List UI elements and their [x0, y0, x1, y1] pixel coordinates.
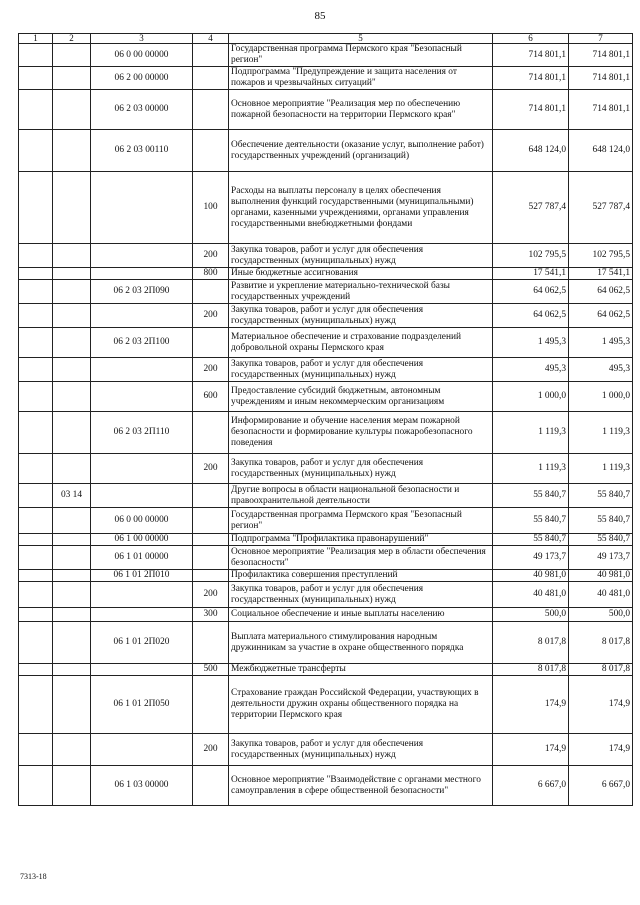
expense-type-cell [193, 484, 229, 508]
section-cell [53, 608, 91, 622]
table-row [19, 582, 633, 608]
table-row [19, 508, 633, 534]
ministry-cell [19, 676, 53, 734]
expense-type-cell: 200 [193, 304, 229, 328]
target-article-cell [91, 734, 193, 766]
section-cell [53, 570, 91, 582]
column-header: 7 [569, 34, 633, 44]
amount-year-2-cell: 17 541,1 [569, 268, 633, 280]
amount-year-2-cell: 174,9 [569, 734, 633, 766]
amount-year-1-cell: 55 840,7 [493, 508, 569, 534]
target-article-cell: 06 0 00 00000 [91, 508, 193, 534]
amount-year-1-cell: 40 481,0 [493, 582, 569, 608]
amount-year-2-cell: 527 787,4 [569, 172, 633, 244]
amount-year-2-cell: 714 801,1 [569, 44, 633, 67]
table-row [19, 382, 633, 412]
name-cell: Другие вопросы в области национальной безопасности и правоохранительной деятельности [229, 484, 493, 508]
section-cell [53, 582, 91, 608]
expense-type-cell [193, 67, 229, 90]
target-article-cell: 06 0 00 00000 [91, 44, 193, 67]
ministry-cell [19, 328, 53, 358]
table-row [19, 534, 633, 546]
table-row [19, 546, 633, 570]
name-cell: Основное мероприятие "Реализация мер в области обеспечения безопасности" [229, 546, 493, 570]
amount-year-2-cell: 1 119,3 [569, 454, 633, 484]
amount-year-2-cell: 55 840,7 [569, 484, 633, 508]
expense-type-cell [193, 280, 229, 304]
name-cell: Обеспечение деятельности (оказание услуг, выполнение работ) государственных учреждений (организаций) [229, 130, 493, 172]
amount-year-1-cell: 40 981,0 [493, 570, 569, 582]
name-cell: Социальное обеспечение и иные выплаты населению [229, 608, 493, 622]
amount-year-2-cell: 714 801,1 [569, 90, 633, 130]
target-article-cell: 06 2 03 2П110 [91, 412, 193, 454]
amount-year-1-cell: 527 787,4 [493, 172, 569, 244]
section-cell [53, 280, 91, 304]
section-cell [53, 44, 91, 67]
amount-year-2-cell: 40 481,0 [569, 582, 633, 608]
ministry-cell [19, 304, 53, 328]
table-row [19, 454, 633, 484]
amount-year-1-cell: 55 840,7 [493, 534, 569, 546]
ministry-cell [19, 664, 53, 676]
section-cell [53, 268, 91, 280]
expense-type-cell: 600 [193, 382, 229, 412]
ministry-cell [19, 454, 53, 484]
table-row [19, 622, 633, 664]
target-article-cell [91, 358, 193, 382]
section-cell [53, 508, 91, 534]
table-row [19, 244, 633, 268]
amount-year-2-cell: 1 000,0 [569, 382, 633, 412]
table-row [19, 90, 633, 130]
ministry-cell [19, 734, 53, 766]
table-row [19, 412, 633, 454]
amount-year-2-cell: 55 840,7 [569, 508, 633, 534]
amount-year-1-cell: 1 000,0 [493, 382, 569, 412]
amount-year-2-cell: 40 981,0 [569, 570, 633, 582]
amount-year-2-cell: 174,9 [569, 676, 633, 734]
name-cell: Закупка товаров, работ и услуг для обеспечения государственных (муниципальных) нужд [229, 734, 493, 766]
name-cell: Иные бюджетные ассигнования [229, 268, 493, 280]
page-number: 85 [314, 10, 326, 22]
target-article-cell [91, 244, 193, 268]
expense-type-cell: 200 [193, 582, 229, 608]
amount-year-1-cell: 714 801,1 [493, 44, 569, 67]
expense-type-cell [193, 412, 229, 454]
amount-year-1-cell: 64 062,5 [493, 280, 569, 304]
name-cell: Государственная программа Пермского края "Безопасный регион" [229, 44, 493, 67]
target-article-cell: 06 2 03 00110 [91, 130, 193, 172]
column-header: 4 [193, 34, 229, 44]
table-row [19, 664, 633, 676]
target-article-cell [91, 582, 193, 608]
ministry-cell [19, 44, 53, 67]
ministry-cell [19, 90, 53, 130]
target-article-cell: 06 1 01 2П020 [91, 622, 193, 664]
name-cell: Информирование и обучение населения мерам пожарной безопасности и формирование культуры пожаробезопасного поведения [229, 412, 493, 454]
table-row [19, 44, 633, 67]
target-article-cell [91, 608, 193, 622]
section-cell [53, 382, 91, 412]
ministry-cell [19, 546, 53, 570]
amount-year-1-cell: 495,3 [493, 358, 569, 382]
section-cell [53, 454, 91, 484]
amount-year-1-cell: 102 795,5 [493, 244, 569, 268]
name-cell: Основное мероприятие "Взаимодействие с органами местного самоуправления в сфере общественной безопасности" [229, 766, 493, 806]
name-cell: Предоставление субсидий бюджетным, автономным учреждениям и иным некоммерческим организациям [229, 382, 493, 412]
column-header: 6 [493, 34, 569, 44]
amount-year-2-cell: 1 495,3 [569, 328, 633, 358]
amount-year-2-cell: 8 017,8 [569, 622, 633, 664]
table-row [19, 130, 633, 172]
amount-year-2-cell: 714 801,1 [569, 67, 633, 90]
amount-year-2-cell: 102 795,5 [569, 244, 633, 268]
expense-type-cell [193, 534, 229, 546]
name-cell: Выплата материального стимулирования народным дружинникам за участие в охране общественного порядка [229, 622, 493, 664]
ministry-cell [19, 608, 53, 622]
target-article-cell [91, 268, 193, 280]
amount-year-1-cell: 8 017,8 [493, 664, 569, 676]
table-body [19, 44, 633, 806]
name-cell: Закупка товаров, работ и услуг для обеспечения государственных (муниципальных) нужд [229, 244, 493, 268]
amount-year-2-cell: 64 062,5 [569, 304, 633, 328]
amount-year-1-cell: 174,9 [493, 734, 569, 766]
amount-year-1-cell: 55 840,7 [493, 484, 569, 508]
expense-type-cell [193, 328, 229, 358]
expense-type-cell: 200 [193, 454, 229, 484]
ministry-cell [19, 280, 53, 304]
name-cell: Подпрограмма "Профилактика правонарушений" [229, 534, 493, 546]
amount-year-1-cell: 64 062,5 [493, 304, 569, 328]
section-cell [53, 676, 91, 734]
table-row [19, 676, 633, 734]
name-cell: Закупка товаров, работ и услуг для обеспечения государственных (муниципальных) нужд [229, 582, 493, 608]
expense-type-cell [193, 676, 229, 734]
name-cell: Расходы на выплаты персоналу в целях обеспечения выполнения функций государственными (муниципальными) органами, казенными учреждениями, органами управления государственными внебюджетными фондами [229, 172, 493, 244]
expense-type-cell: 100 [193, 172, 229, 244]
name-cell: Закупка товаров, работ и услуг для обеспечения государственных (муниципальных) нужд [229, 454, 493, 484]
expense-type-cell [193, 130, 229, 172]
target-article-cell: 06 2 03 00000 [91, 90, 193, 130]
section-cell [53, 172, 91, 244]
expense-type-cell: 800 [193, 268, 229, 280]
ministry-cell [19, 67, 53, 90]
section-cell [53, 664, 91, 676]
budget-table [18, 33, 633, 806]
ministry-cell [19, 766, 53, 806]
target-article-cell: 06 1 01 00000 [91, 546, 193, 570]
amount-year-2-cell: 64 062,5 [569, 280, 633, 304]
amount-year-1-cell: 500,0 [493, 608, 569, 622]
section-cell [53, 304, 91, 328]
column-header: 3 [91, 34, 193, 44]
section-cell [53, 90, 91, 130]
target-article-cell [91, 664, 193, 676]
target-article-cell: 06 1 00 00000 [91, 534, 193, 546]
table-row [19, 328, 633, 358]
footer-code: 7313-18 [20, 872, 47, 881]
target-article-cell [91, 172, 193, 244]
table-row [19, 570, 633, 582]
ministry-cell [19, 582, 53, 608]
section-cell [53, 546, 91, 570]
expense-type-cell [193, 570, 229, 582]
amount-year-1-cell: 714 801,1 [493, 67, 569, 90]
name-cell: Основное мероприятие "Реализация мер по обеспечению пожарной безопасности на территории Пермского края" [229, 90, 493, 130]
section-cell [53, 622, 91, 664]
section-cell [53, 67, 91, 90]
table-row [19, 484, 633, 508]
expense-type-cell: 300 [193, 608, 229, 622]
section-cell: 03 14 [53, 484, 91, 508]
target-article-cell: 06 1 01 2П050 [91, 676, 193, 734]
expense-type-cell [193, 508, 229, 534]
ministry-cell [19, 244, 53, 268]
expense-type-cell: 200 [193, 358, 229, 382]
amount-year-2-cell: 6 667,0 [569, 766, 633, 806]
target-article-cell: 06 1 03 00000 [91, 766, 193, 806]
amount-year-1-cell: 17 541,1 [493, 268, 569, 280]
amount-year-1-cell: 714 801,1 [493, 90, 569, 130]
amount-year-2-cell: 500,0 [569, 608, 633, 622]
ministry-cell [19, 268, 53, 280]
table-row [19, 304, 633, 328]
expense-type-cell [193, 44, 229, 67]
expense-type-cell: 200 [193, 734, 229, 766]
name-cell: Государственная программа Пермского края "Безопасный регион" [229, 508, 493, 534]
section-cell [53, 766, 91, 806]
ministry-cell [19, 534, 53, 546]
expense-type-cell: 500 [193, 664, 229, 676]
amount-year-2-cell: 495,3 [569, 358, 633, 382]
expense-type-cell: 200 [193, 244, 229, 268]
ministry-cell [19, 358, 53, 382]
name-cell: Страхование граждан Российской Федерации, участвующих в деятельности дружин охраны общественного порядка на территории Пермского края [229, 676, 493, 734]
ministry-cell [19, 172, 53, 244]
target-article-cell [91, 304, 193, 328]
section-cell [53, 534, 91, 546]
expense-type-cell [193, 622, 229, 664]
table-row [19, 608, 633, 622]
target-article-cell [91, 484, 193, 508]
amount-year-2-cell: 648 124,0 [569, 130, 633, 172]
expense-type-cell [193, 546, 229, 570]
target-article-cell [91, 382, 193, 412]
name-cell: Профилактика совершения преступлений [229, 570, 493, 582]
table-row [19, 268, 633, 280]
section-cell [53, 358, 91, 382]
amount-year-1-cell: 1 119,3 [493, 412, 569, 454]
amount-year-2-cell: 8 017,8 [569, 664, 633, 676]
table-row [19, 734, 633, 766]
expense-type-cell [193, 90, 229, 130]
table-row [19, 766, 633, 806]
column-header: 5 [229, 34, 493, 44]
name-cell: Развитие и укрепление материально-технической базы государственных учреждений [229, 280, 493, 304]
section-cell [53, 244, 91, 268]
amount-year-2-cell: 1 119,3 [569, 412, 633, 454]
amount-year-1-cell: 8 017,8 [493, 622, 569, 664]
target-article-cell [91, 454, 193, 484]
table-row [19, 280, 633, 304]
section-cell [53, 130, 91, 172]
target-article-cell: 06 1 01 2П010 [91, 570, 193, 582]
name-cell: Закупка товаров, работ и услуг для обеспечения государственных (муниципальных) нужд [229, 304, 493, 328]
ministry-cell [19, 130, 53, 172]
name-cell: Материальное обеспечение и страхование подразделений добровольной охраны Пермского края [229, 328, 493, 358]
table-row [19, 358, 633, 382]
name-cell: Закупка товаров, работ и услуг для обеспечения государственных (муниципальных) нужд [229, 358, 493, 382]
section-cell [53, 734, 91, 766]
section-cell [53, 328, 91, 358]
target-article-cell: 06 2 00 00000 [91, 67, 193, 90]
amount-year-2-cell: 49 173,7 [569, 546, 633, 570]
column-header: 2 [53, 34, 91, 44]
section-cell [53, 412, 91, 454]
ministry-cell [19, 570, 53, 582]
table-row [19, 67, 633, 90]
amount-year-2-cell: 55 840,7 [569, 534, 633, 546]
amount-year-1-cell: 6 667,0 [493, 766, 569, 806]
target-article-cell: 06 2 03 2П100 [91, 328, 193, 358]
ministry-cell [19, 508, 53, 534]
table-row [19, 172, 633, 244]
target-article-cell: 06 2 03 2П090 [91, 280, 193, 304]
ministry-cell [19, 622, 53, 664]
name-cell: Подпрограмма "Предупреждение и защита населения от пожаров и чрезвычайных ситуаций" [229, 67, 493, 90]
amount-year-1-cell: 1 119,3 [493, 454, 569, 484]
ministry-cell [19, 412, 53, 454]
name-cell: Межбюджетные трансферты [229, 664, 493, 676]
amount-year-1-cell: 49 173,7 [493, 546, 569, 570]
column-header: 1 [19, 34, 53, 44]
ministry-cell [19, 484, 53, 508]
ministry-cell [19, 382, 53, 412]
amount-year-1-cell: 1 495,3 [493, 328, 569, 358]
expense-type-cell [193, 766, 229, 806]
amount-year-1-cell: 648 124,0 [493, 130, 569, 172]
column-number-row [19, 34, 633, 44]
amount-year-1-cell: 174,9 [493, 676, 569, 734]
